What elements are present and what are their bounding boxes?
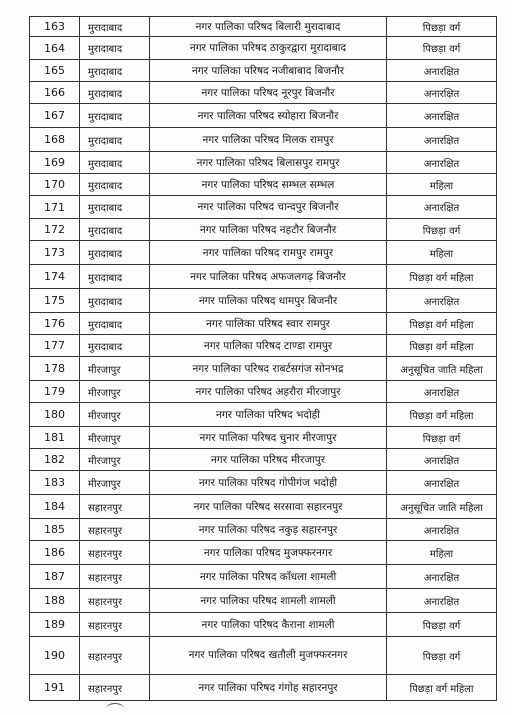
row-number: 190 [30, 637, 80, 675]
reservation-category-cell: अनुसूचित जाति महिला [387, 357, 497, 381]
table-row [30, 589, 497, 613]
district-cell: मुरादाबाद [80, 335, 150, 357]
reservation-category-cell: पिछड़ा वर्ग महिला [387, 335, 497, 357]
district-cell: सहारनपुर [80, 519, 150, 541]
municipality-name-cell: नगर पालिका परिषद बिलारी मुरादाबाद [150, 17, 387, 37]
district-cell: मुरादाबाद [80, 289, 150, 313]
reservation-category-cell: अनारक्षित [387, 289, 497, 313]
reservation-category-cell: अनारक्षित [387, 104, 497, 128]
reservation-category-cell: पिछड़ा वर्ग महिला [387, 675, 497, 701]
row-number: 165 [30, 60, 80, 82]
municipality-name-cell: नगर पालिका परिषद चान्दपुर बिजनौर [150, 196, 387, 219]
reservation-category-cell: पिछड़ा वर्ग महिला [387, 403, 497, 427]
district-cell: मुरादाबाद [80, 174, 150, 196]
row-number: 170 [30, 174, 80, 196]
district-cell: सहारनपुर [80, 589, 150, 613]
table-row [30, 675, 497, 701]
municipality-name-cell: नगर पालिका परिषद नकुड़ सहारनपुर [150, 519, 387, 541]
reservation-category-cell: अनारक्षित [387, 589, 497, 613]
table-row [30, 381, 497, 403]
district-cell: मुरादाबाद [80, 313, 150, 335]
reservation-category-cell: अनारक्षित [387, 519, 497, 541]
municipality-name-cell: नगर पालिका परिषद टाण्डा रामपुर [150, 335, 387, 357]
reservation-category-cell: अनारक्षित [387, 471, 497, 495]
reservation-category-cell: अनारक्षित [387, 152, 497, 174]
row-number: 180 [30, 403, 80, 427]
reservation-category-cell: महिला [387, 541, 497, 565]
row-number: 166 [30, 82, 80, 104]
municipality-name-cell: नगर पालिका परिषद गोपीगंज भदोही [150, 471, 387, 495]
municipality-name-cell: नगर पालिका परिषद शामली शामली [150, 589, 387, 613]
reservation-category-cell: अनारक्षित [387, 60, 497, 82]
municipality-name-cell: नगर पालिका परिषद भदोही [150, 403, 387, 427]
municipality-name-cell: नगर पालिका परिषद अहरौरा मीरजापुर [150, 381, 387, 403]
reservation-category-cell: पिछड़ा वर्ग [387, 637, 497, 675]
district-cell: मुरादाबाद [80, 60, 150, 82]
table-row [30, 60, 497, 82]
district-cell: सहारनपुर [80, 637, 150, 675]
district-cell: मीरजापुर [80, 357, 150, 381]
table-row [30, 289, 497, 313]
row-number: 189 [30, 613, 80, 637]
reservation-category-cell: महिला [387, 174, 497, 196]
row-number: 174 [30, 265, 80, 289]
table-row [30, 174, 497, 196]
district-cell: मुरादाबाद [80, 37, 150, 60]
table-row [30, 541, 497, 565]
table-row [30, 565, 497, 589]
table-row [30, 357, 497, 381]
row-number: 164 [30, 37, 80, 60]
row-number: 172 [30, 219, 80, 241]
reservation-category-cell: महिला [387, 241, 497, 265]
municipality-name-cell: नगर पालिका परिषद सरसावा सहारनपुर [150, 495, 387, 519]
municipality-name-cell: नगर पालिका परिषद खतौली मुजफ्फरनगर [150, 637, 387, 675]
district-cell: सहारनपुर [80, 541, 150, 565]
district-cell: मुरादाबाद [80, 265, 150, 289]
municipality-name-cell: नगर पालिका परिषद मुजफ्फरनगर [150, 541, 387, 565]
municipality-name-cell: नगर पालिका परिषद सम्भल सम्भल [150, 174, 387, 196]
table-row [30, 313, 497, 335]
table-body [30, 17, 497, 701]
table-row [30, 335, 497, 357]
municipality-name-cell: नगर पालिका परिषद कैराना शामली [150, 613, 387, 637]
district-cell: मुरादाबाद [80, 128, 150, 152]
district-cell: मीरजापुर [80, 403, 150, 427]
table-row [30, 152, 497, 174]
table-row [30, 196, 497, 219]
municipality-name-cell: नगर पालिका परिषद मीरजापुर [150, 449, 387, 471]
district-cell: मीरजापुर [80, 471, 150, 495]
district-cell: मुरादाबाद [80, 17, 150, 37]
district-cell: मुरादाबाद [80, 241, 150, 265]
reservation-category-cell: अनारक्षित [387, 128, 497, 152]
reservation-category-cell: अनारक्षित [387, 449, 497, 471]
row-number: 191 [30, 675, 80, 701]
table-row [30, 104, 497, 128]
table-row [30, 427, 497, 449]
row-number: 173 [30, 241, 80, 265]
row-number: 171 [30, 196, 80, 219]
reservation-category-cell: अनारक्षित [387, 82, 497, 104]
row-number: 184 [30, 495, 80, 519]
table-row [30, 449, 497, 471]
municipality-name-cell: नगर पालिका परिषद ठाकुरद्वारा मुरादाबाद [150, 37, 387, 60]
district-cell: मीरजापुर [80, 381, 150, 403]
district-cell: मुरादाबाद [80, 219, 150, 241]
reservation-category-cell: पिछड़ा वर्ग [387, 37, 497, 60]
row-number: 188 [30, 589, 80, 613]
reservation-category-cell: पिछड़ा वर्ग [387, 219, 497, 241]
municipality-name-cell: नगर पालिका परिषद बिलासपुर रामपुर [150, 152, 387, 174]
row-number: 177 [30, 335, 80, 357]
table-row [30, 637, 497, 675]
district-cell: सहारनपुर [80, 495, 150, 519]
table-row [30, 613, 497, 637]
row-number: 187 [30, 565, 80, 589]
reservation-category-cell: पिछड़ा वर्ग [387, 427, 497, 449]
table-row [30, 519, 497, 541]
table-row [30, 265, 497, 289]
reservation-category-cell: अनारक्षित [387, 381, 497, 403]
municipality-name-cell: नगर पालिका परिषद धामपुर बिजनौर [150, 289, 387, 313]
municipality-name-cell: नगर पालिका परिषद चुनार मीरजापुर [150, 427, 387, 449]
municipality-name-cell: नगर पालिका परिषद मिलक रामपुर [150, 128, 387, 152]
row-number: 169 [30, 152, 80, 174]
row-number: 176 [30, 313, 80, 335]
table-row [30, 82, 497, 104]
reservation-category-cell: अनुसूचित जाति महिला [387, 495, 497, 519]
municipality-name-cell: नगर पालिका परिषद नहटौर बिजनौर [150, 219, 387, 241]
row-number: 183 [30, 471, 80, 495]
district-cell: सहारनपुर [80, 675, 150, 701]
table-row [30, 495, 497, 519]
handwritten-mark [106, 703, 124, 714]
reservation-category-cell: पिछड़ा वर्ग [387, 613, 497, 637]
row-number: 179 [30, 381, 80, 403]
municipality-name-cell: नगर पालिका परिषद स्योहारा बिजनौर [150, 104, 387, 128]
table-row [30, 241, 497, 265]
row-number: 163 [30, 17, 80, 37]
row-number: 186 [30, 541, 80, 565]
row-number: 175 [30, 289, 80, 313]
row-number: 185 [30, 519, 80, 541]
row-number: 167 [30, 104, 80, 128]
reservation-category-cell: अनारक्षित [387, 565, 497, 589]
district-cell: मुरादाबाद [80, 152, 150, 174]
municipality-name-cell: नगर पालिका परिषद काँधला शामली [150, 565, 387, 589]
table-row [30, 403, 497, 427]
district-cell: मीरजापुर [80, 427, 150, 449]
district-cell: मुरादाबाद [80, 104, 150, 128]
municipality-name-cell: नगर पालिका परिषद नजीबाबाद बिजनौर [150, 60, 387, 82]
row-number: 168 [30, 128, 80, 152]
municipality-name-cell: नगर पालिका परिषद गंगोह सहारनपुर [150, 675, 387, 701]
district-cell: मुरादाबाद [80, 196, 150, 219]
table-row [30, 37, 497, 60]
municipality-name-cell: नगर पालिका परिषद अफजलगढ़ बिजनौर [150, 265, 387, 289]
district-cell: मुरादाबाद [80, 82, 150, 104]
reservation-category-cell: पिछड़ा वर्ग [387, 17, 497, 37]
row-number: 182 [30, 449, 80, 471]
table-row [30, 128, 497, 152]
table-row [30, 471, 497, 495]
table-row [30, 17, 497, 37]
reservation-category-cell: पिछड़ा वर्ग महिला [387, 313, 497, 335]
municipality-name-cell: नगर पालिका परिषद रामपुर रामपुर [150, 241, 387, 265]
municipality-name-cell: नगर पालिका परिषद स्वार रामपुर [150, 313, 387, 335]
reservation-category-cell: अनारक्षित [387, 196, 497, 219]
row-number: 181 [30, 427, 80, 449]
district-cell: सहारनपुर [80, 613, 150, 637]
district-cell: सहारनपुर [80, 565, 150, 589]
municipality-name-cell: नगर पालिका परिषद नूरपुर बिजनौर [150, 82, 387, 104]
reservation-table [29, 16, 497, 701]
district-cell: मीरजापुर [80, 449, 150, 471]
row-number: 178 [30, 357, 80, 381]
reservation-category-cell: पिछड़ा वर्ग महिला [387, 265, 497, 289]
municipality-name-cell: नगर पालिका परिषद राबर्टसगंज सोनभद्र [150, 357, 387, 381]
table-row [30, 219, 497, 241]
